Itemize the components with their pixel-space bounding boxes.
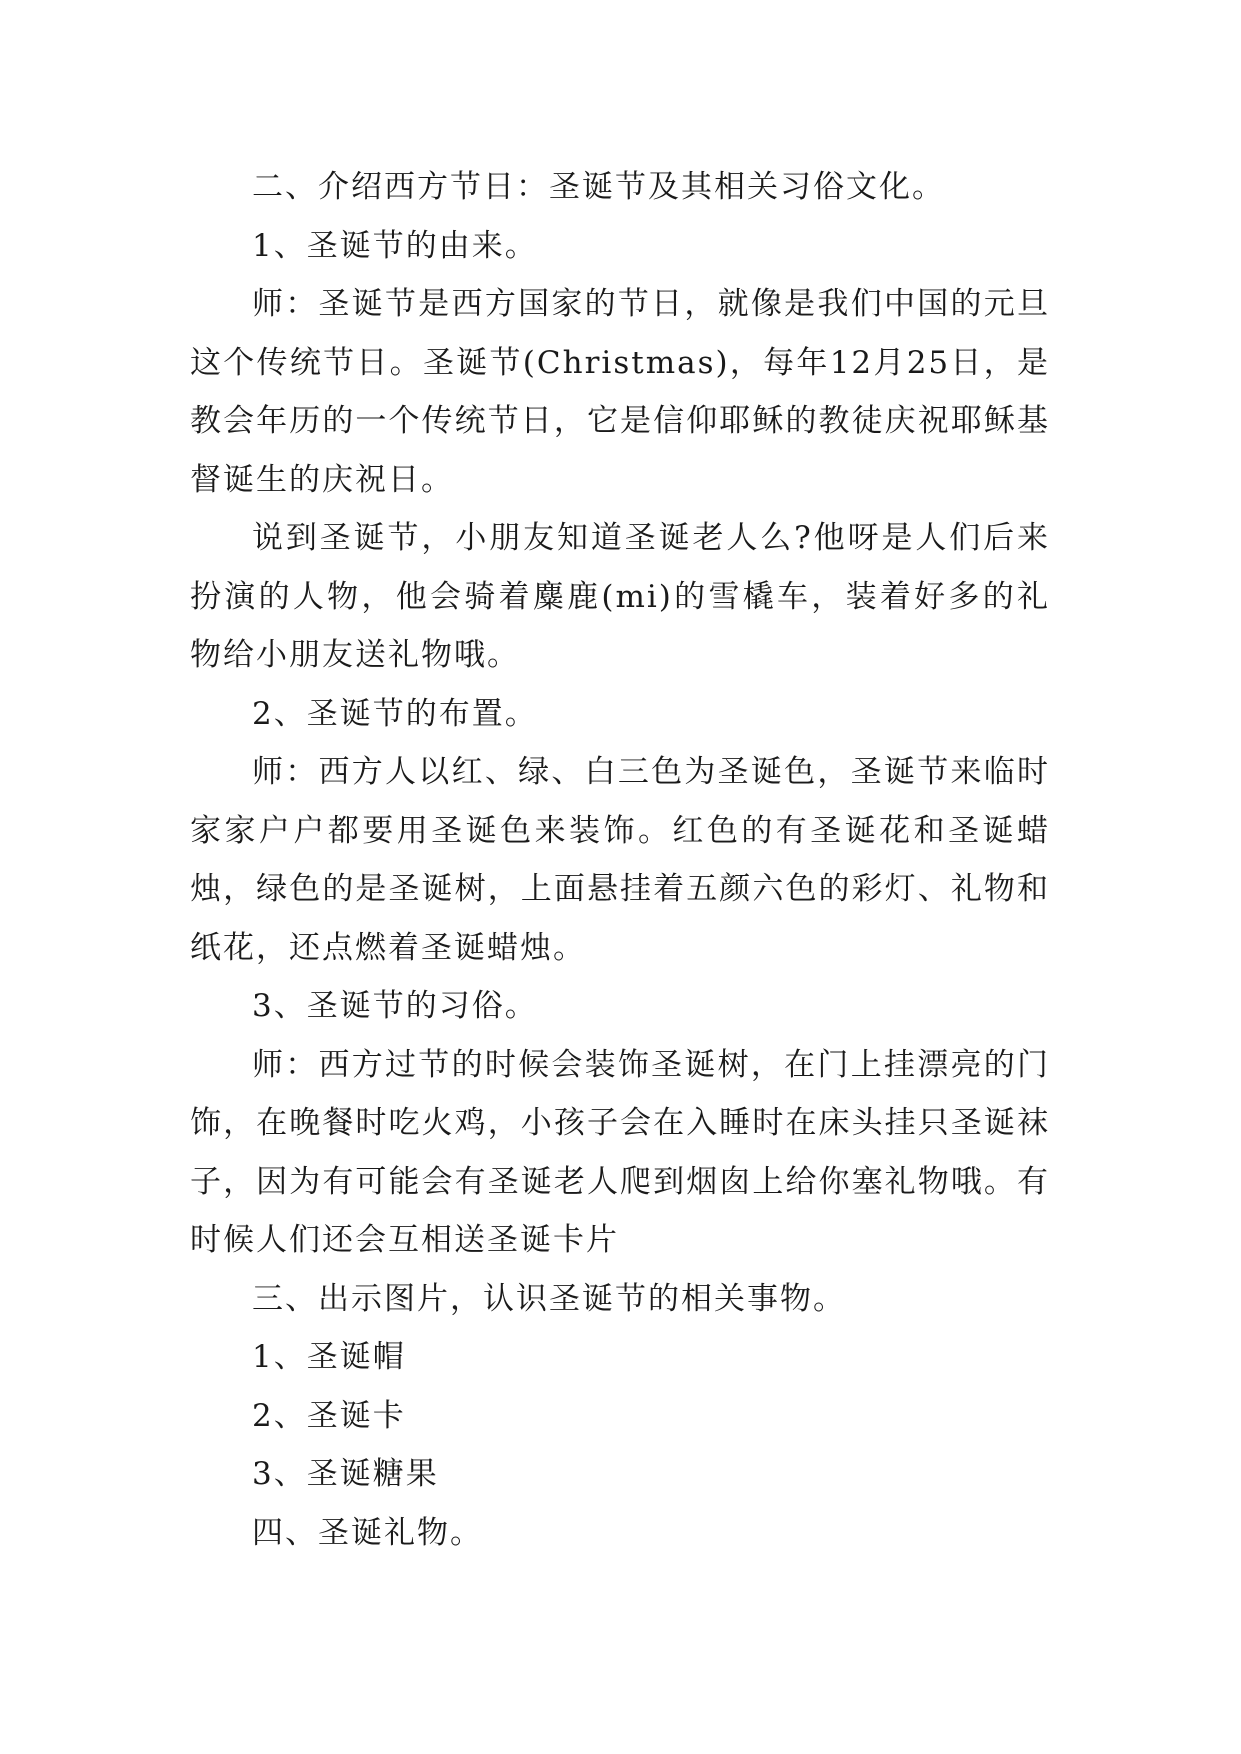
subheading-origin: 1、圣诞节的由来。 xyxy=(252,227,538,264)
subheading-decoration: 2、圣诞节的布置。 xyxy=(252,695,538,732)
paragraph-santa-text: 说到圣诞节，小朋友知道圣诞老人么?他呀是人们后来扮演的人物，他会骑着麋鹿(mi)的雪橇车，装着好多的礼物给小朋友送礼物哦。 xyxy=(190,520,1050,673)
section-heading-4: 四、圣诞礼物。 xyxy=(252,1514,483,1551)
paragraph-customs-text: 师：西方过节的时候会装饰圣诞树，在门上挂漂亮的门饰，在晚餐时吃火鸡，小孩子会在入睡时在床头挂只圣诞袜子，因为有可能会有圣诞老人爬到烟囱上给你塞礼物哦。有时候人们还会互相送圣诞卡片 xyxy=(190,1046,1050,1258)
section-heading-2: 二、介绍西方节日：圣诞节及其相关习俗文化。 xyxy=(252,169,945,205)
paragraph-decoration-text: 师：西方人以红、绿、白三色为圣诞色，圣诞节来临时家家户户都要用圣诞色来装饰。红色的有圣诞花和圣诞蜡烛，绿色的是圣诞树，上面悬挂着五颜六色的彩灯、礼物和纸花，还点燃着圣诞蜡烛。 xyxy=(190,754,1050,966)
list-item-card: 2、圣诞卡 xyxy=(252,1397,406,1434)
list-item-candy: 3、圣诞糖果 xyxy=(252,1456,439,1492)
subheading-customs: 3、圣诞节的习俗。 xyxy=(252,988,538,1024)
paragraph-origin-text: 师：圣诞节是西方国家的节日，就像是我们中国的元旦这个传统节日。圣诞节(Christmas)，每年12月25日，是教会年历的一个传统节日，它是信仰耶稣的教徒庆祝耶稣基督诞生的庆祝日。 xyxy=(190,286,1050,498)
list-item-hat: 1、圣诞帽 xyxy=(252,1339,406,1375)
document-body xyxy=(190,158,1050,1562)
section-heading-3: 三、出示图片，认识圣诞节的相关事物。 xyxy=(252,1280,846,1317)
